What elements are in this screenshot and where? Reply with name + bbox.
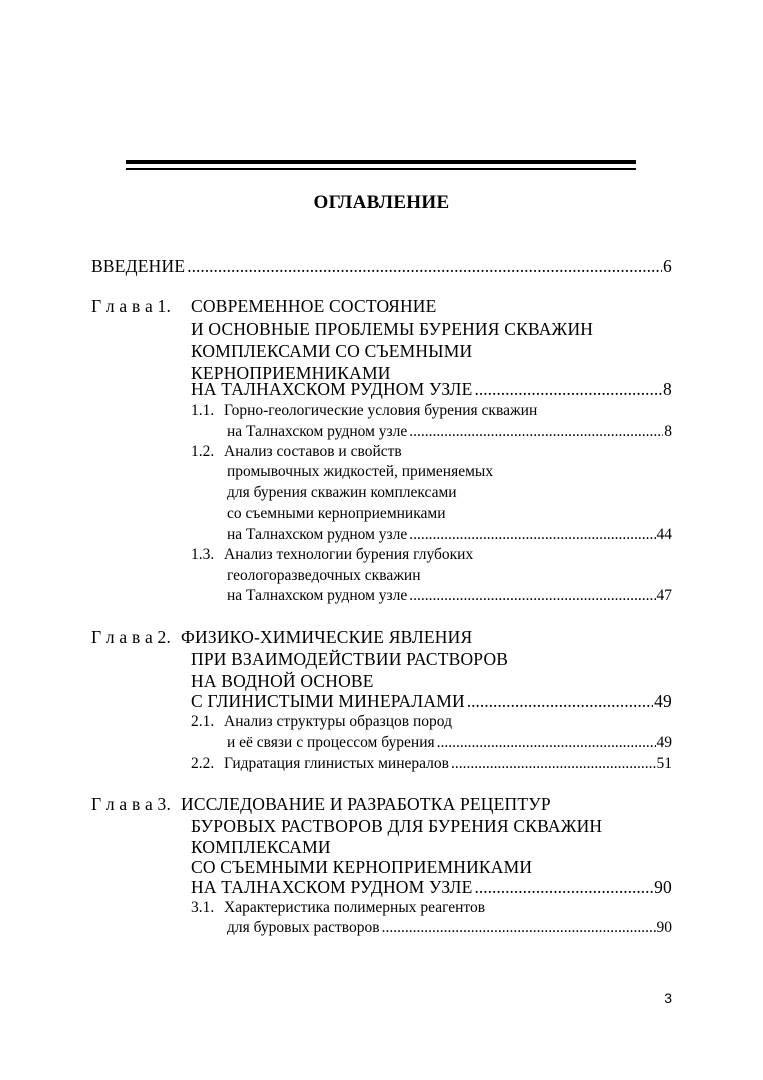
toc-entry-section-1-2[interactable]: на Талнахском рудном узле ..... 44 [0, 524, 763, 546]
leader-dots [437, 732, 656, 754]
toc-page-ref: 90 [656, 919, 672, 936]
header-rule-thick [126, 160, 636, 164]
toc-entry-chapter-3[interactable]: НА ТАЛНАХСКОМ РУДНОМ УЗЛЕ ..... 90 [0, 876, 763, 898]
toc-entry-chapter-1[interactable]: НА ТАЛНАХСКОМ РУДНОМ УЗЛЕ ..... 8 [0, 378, 763, 400]
toc-entry-intro[interactable] [0, 255, 763, 277]
chapter-title-line: КЕРНОПРИЕМНИКАМИ [191, 363, 391, 383]
toc-entry-section-1-3[interactable]: на Талнахском рудном узле ..... 47 [0, 585, 763, 607]
toc-page-ref: 47 [656, 587, 672, 604]
leader-dots [475, 876, 654, 898]
toc-page-ref: 51 [656, 755, 672, 772]
leader-dots [187, 255, 662, 277]
chapter-heading: Г л а в а 2. ФИЗИКО-ХИМИЧЕСКИЕ ЯВЛЕНИЯ [91, 627, 473, 647]
chapter-heading: Г л а в а 3. ИССЛЕДОВАНИЕ И РАЗРАБОТКА РЕЦЕПТУР [91, 794, 551, 814]
toc-page-ref: 90 [654, 877, 672, 897]
section-heading: 1.3. Анализ технологии бурения глубоких [191, 546, 474, 563]
chapter-prefix: Г л а в а 2. [91, 627, 172, 647]
toc-page-ref: 6 [663, 256, 672, 276]
toc-entry-section-2-1[interactable]: и её связи с процессом бурения ..... 49 [0, 732, 763, 754]
chapter-title-line: СОВРЕМЕННОЕ СОСТОЯНИЕ [191, 296, 437, 316]
chapter-prefix: Г л а в а 1. [91, 296, 172, 316]
section-heading: 3.1. Характеристика полимерных реагентов [191, 899, 486, 916]
leader-dots [409, 421, 663, 443]
leader-dots [382, 917, 656, 939]
chapter-prefix: Г л а в а 3. [91, 794, 172, 814]
chapter-title-line: КОМПЛЕКСАМИ СО СЪЕМНЫМИ [191, 341, 473, 361]
toc-entry-section-3-1[interactable]: для буровых растворов ..... 90 [0, 917, 763, 939]
chapter-heading [0, 295, 763, 317]
toc-page-ref: 8 [663, 379, 672, 399]
leader-dots [467, 690, 653, 712]
page-number: 3 [664, 990, 672, 1006]
toc-entry-chapter-2[interactable]: С ГЛИНИСТЫМИ МИНЕРАЛАМИ ..... 49 [0, 690, 763, 712]
section-heading: 1.1. Горно-геологические условия бурения скважин [191, 402, 538, 419]
toc-entry-section-2-2[interactable]: 2.2. Гидратация глинистых минералов ..... 51 [0, 753, 763, 775]
leader-dots [409, 524, 655, 546]
section-heading: 1.2. Анализ составов и свойств [191, 443, 402, 460]
section-heading: 2.1. Анализ структуры образцов пород [191, 713, 452, 730]
header-rule-thin [126, 168, 636, 170]
toc-page-ref: 44 [656, 526, 672, 543]
leader-dots [409, 585, 655, 607]
toc-page-ref: 8 [664, 423, 672, 440]
toc-entry-section-1-1[interactable]: на Талнахском рудном узле ..... 8 [0, 421, 763, 443]
leader-dots [451, 753, 656, 775]
leader-dots [475, 378, 663, 400]
chapter-title-line: И ОСНОВНЫЕ ПРОБЛЕМЫ БУРЕНИЯ СКВАЖИН [191, 319, 594, 339]
toc-intro-label: ВВЕДЕНИЕ [91, 256, 186, 276]
toc-page-ref: 49 [656, 734, 672, 751]
page-title: ОГЛАВЛЕНИЕ [313, 192, 450, 213]
toc-page-ref: 49 [654, 691, 672, 711]
